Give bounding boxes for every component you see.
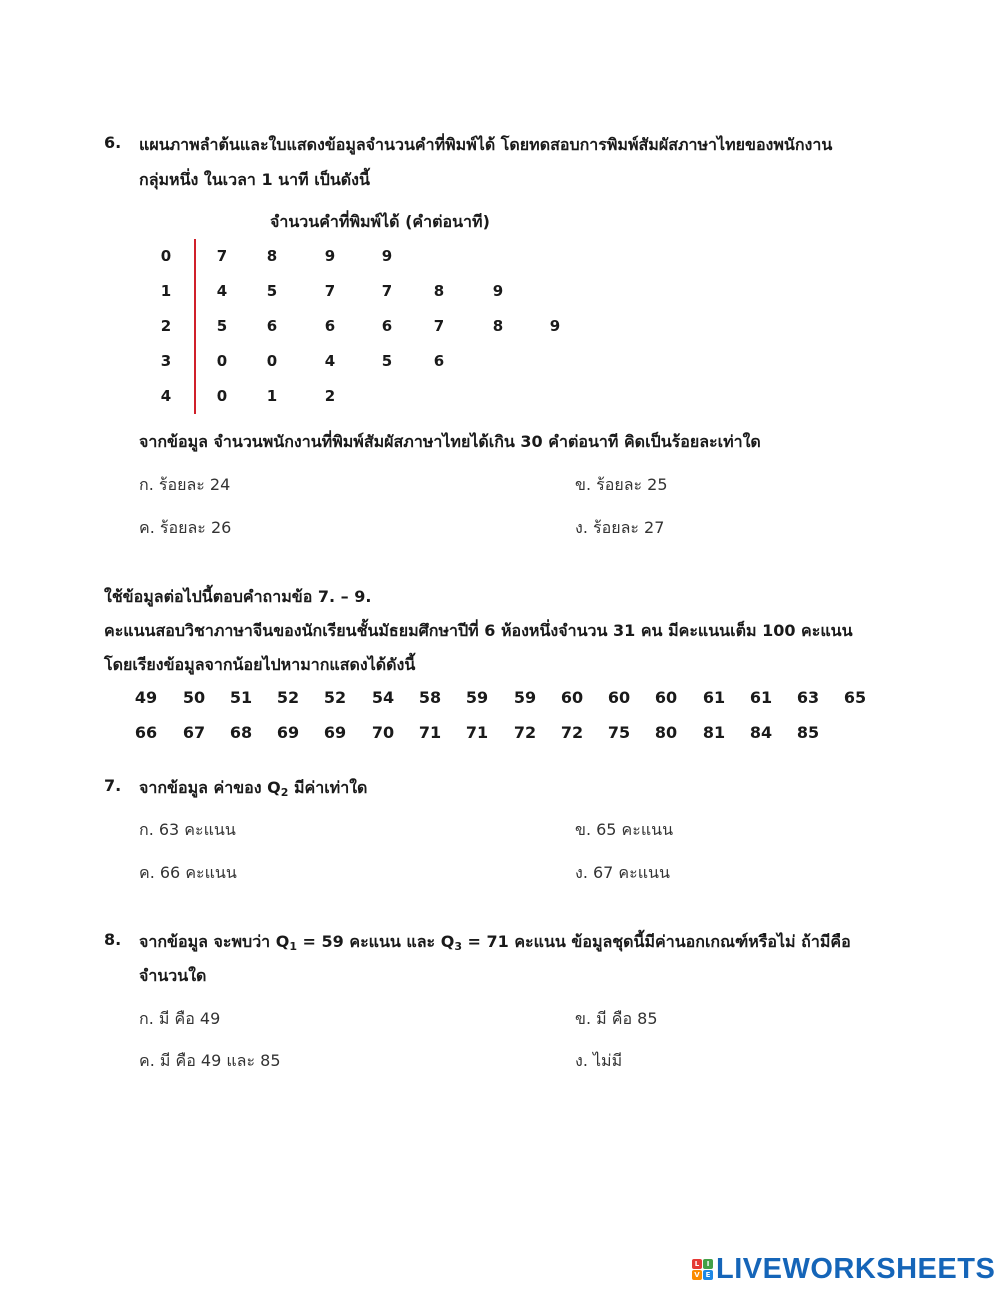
q8-text-line1: จากข้อมูล จะพบว่า $Q_1 = 59$ คะแนน และ $Q_3 = 71$ คะแนน ข้อมูลชุดนี้มีค่านอกเกณฑ์หรือไม่ ถ้ามีคือ: [139, 932, 851, 953]
q6-option-b[interactable]: ข. ร้อยละ 25: [575, 475, 668, 494]
score-value: 85: [796, 723, 820, 742]
q7-option-b[interactable]: ข. 65 คะแนน: [575, 820, 674, 839]
q7-option-c[interactable]: ค. 66 คะแนน: [139, 863, 237, 882]
stem-leaf-title: จำนวนคำที่พิมพ์ได้ (คำต่อนาที): [270, 212, 490, 231]
liveworksheets-logo: [692, 1252, 995, 1286]
logo-mark-e: E: [703, 1270, 713, 1280]
score-value: 59: [465, 688, 489, 707]
score-value: 63: [796, 688, 820, 707]
leaf-value: 5: [216, 317, 228, 335]
score-value: 69: [276, 723, 300, 742]
logo-mark-l: L: [692, 1259, 702, 1269]
score-value: 80: [654, 723, 678, 742]
q6-question: จากข้อมูล จำนวนพนักงานที่พิมพ์สัมผัสภาษาไทยได้เกิน 30 คำต่อนาที คิดเป็นร้อยละเท่าใด: [139, 432, 761, 451]
score-value: 54: [371, 688, 395, 707]
leaf-value: 6: [324, 317, 336, 335]
score-value: 69: [323, 723, 347, 742]
q7-number: 7.: [104, 776, 122, 795]
leaf-value: 9: [381, 247, 393, 265]
leaf-value: 8: [492, 317, 504, 335]
stem-value: 0: [160, 247, 172, 265]
q6-option-c[interactable]: ค. ร้อยละ 26: [139, 518, 232, 537]
score-value: 61: [749, 688, 773, 707]
score-value: 61: [702, 688, 726, 707]
q6-option-d[interactable]: ง. ร้อยละ 27: [575, 518, 665, 537]
leaf-value: 8: [266, 247, 278, 265]
score-value: 71: [418, 723, 442, 742]
intro-line2: คะแนนสอบวิชาภาษาจีนของนักเรียนชั้นมัธยมศึกษาปีที่ 6 ห้องหนึ่งจำนวน 31 คน มีคะแนนเต็ม 100 คะแนน: [104, 621, 853, 640]
score-value: 51: [229, 688, 253, 707]
leaf-value: 0: [266, 352, 278, 370]
q6-option-a[interactable]: ก. ร้อยละ 24: [139, 475, 231, 494]
leaf-value: 9: [324, 247, 336, 265]
q6-number: 6.: [104, 133, 122, 152]
score-value: 84: [749, 723, 773, 742]
score-value: 52: [276, 688, 300, 707]
score-value: 81: [702, 723, 726, 742]
q7-text: จากข้อมูล ค่าของ $Q_2$ มีค่าเท่าใด: [139, 778, 368, 799]
intro-line1: ใช้ข้อมูลต่อไปนี้ตอบคำถามข้อ 7. – 9.: [104, 587, 372, 606]
score-value: 70: [371, 723, 395, 742]
intro-line3: โดยเรียงข้อมูลจากน้อยไปหามากแสดงได้ดังนี้: [104, 655, 416, 674]
q7-option-a[interactable]: ก. 63 คะแนน: [139, 820, 236, 839]
score-value: 60: [607, 688, 631, 707]
stem-leaf-divider: [194, 239, 196, 414]
score-value: 75: [607, 723, 631, 742]
logo-text: LIVEWORKSHEETS: [716, 1252, 996, 1285]
leaf-value: 7: [324, 282, 336, 300]
q8-text-line2: จำนวนใด: [139, 966, 207, 985]
leaf-value: 9: [492, 282, 504, 300]
score-value: 50: [182, 688, 206, 707]
q8-option-c[interactable]: ค. มี คือ 49 และ 85: [139, 1051, 281, 1070]
score-value: 68: [229, 723, 253, 742]
leaf-value: 5: [266, 282, 278, 300]
score-value: 58: [418, 688, 442, 707]
q8-option-b[interactable]: ข. มี คือ 85: [575, 1009, 658, 1028]
q6-text-line1: แผนภาพลำต้นและใบแสดงข้อมูลจำนวนคำที่พิมพ์ได้ โดยทดสอบการพิมพ์สัมผัสภาษาไทยของพนักงาน: [139, 135, 833, 154]
leaf-value: 7: [216, 247, 228, 265]
q6-text-line2: กลุ่มหนึ่ง ในเวลา 1 นาที เป็นดังนี้: [139, 170, 370, 189]
stem-value: 3: [160, 352, 172, 370]
score-value: 49: [134, 688, 158, 707]
leaf-value: 6: [381, 317, 393, 335]
logo-mark-v: V: [692, 1270, 702, 1280]
leaf-value: 4: [324, 352, 336, 370]
score-value: 71: [465, 723, 489, 742]
leaf-value: 1: [266, 387, 278, 405]
score-value: 59: [513, 688, 537, 707]
score-value: 67: [182, 723, 206, 742]
leaf-value: 2: [324, 387, 336, 405]
q8-option-d[interactable]: ง. ไม่มี: [575, 1051, 623, 1070]
score-value: 60: [560, 688, 584, 707]
score-value: 66: [134, 723, 158, 742]
leaf-value: 9: [549, 317, 561, 335]
leaf-value: 5: [381, 352, 393, 370]
stem-value: 1: [160, 282, 172, 300]
logo-icon: [692, 1259, 713, 1280]
logo-mark-i: I: [703, 1259, 713, 1269]
leaf-value: 7: [381, 282, 393, 300]
leaf-value: 6: [433, 352, 445, 370]
q8-number: 8.: [104, 930, 122, 949]
leaf-value: 7: [433, 317, 445, 335]
score-value: 52: [323, 688, 347, 707]
leaf-value: 0: [216, 352, 228, 370]
stem-value: 4: [160, 387, 172, 405]
leaf-value: 6: [266, 317, 278, 335]
leaf-value: 8: [433, 282, 445, 300]
score-value: 65: [843, 688, 867, 707]
stem-value: 2: [160, 317, 172, 335]
leaf-value: 4: [216, 282, 228, 300]
q8-option-a[interactable]: ก. มี คือ 49: [139, 1009, 221, 1028]
leaf-value: 0: [216, 387, 228, 405]
score-value: 60: [654, 688, 678, 707]
score-value: 72: [513, 723, 537, 742]
q7-option-d[interactable]: ง. 67 คะแนน: [575, 863, 670, 882]
score-value: 72: [560, 723, 584, 742]
